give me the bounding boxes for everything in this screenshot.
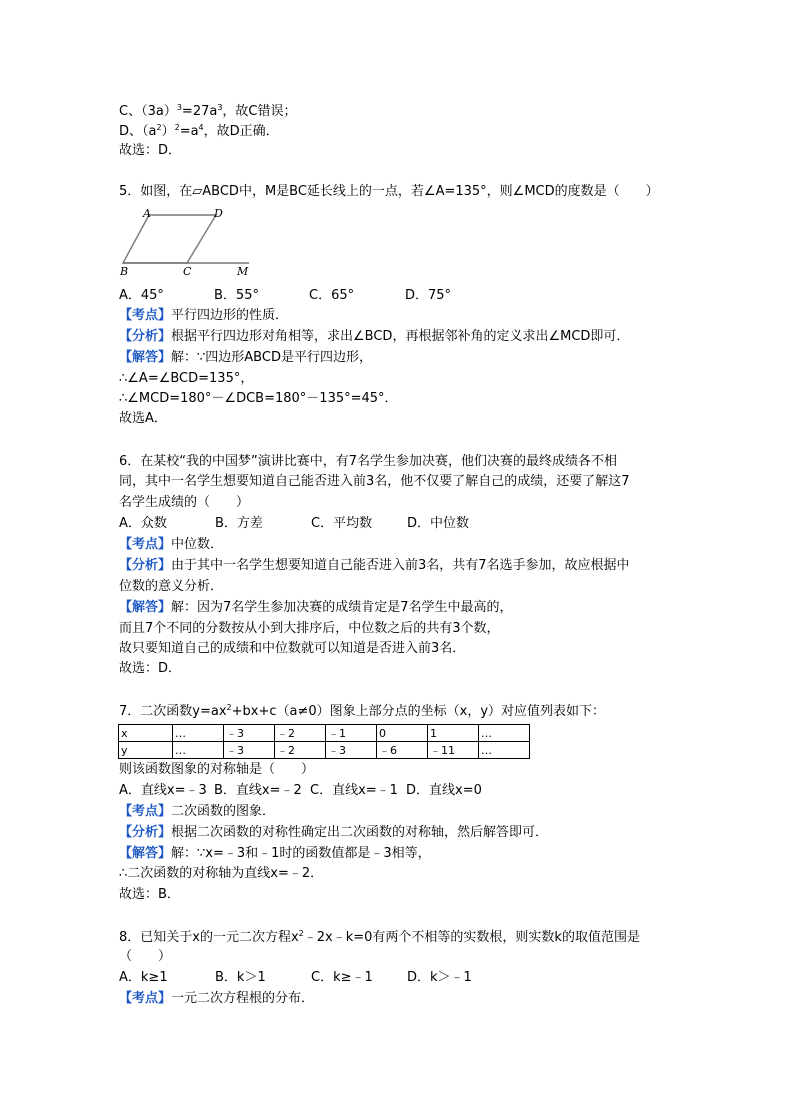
q6-question-line2: 同，其中一名学生想要知道自己能否进入前3名，他不仅要了解自己的成绩，还要了解这7	[119, 474, 630, 489]
q6-kaodian: 【考点】中位数．	[119, 537, 224, 552]
parallelogram-figure	[119, 205, 259, 277]
table-row-y	[119, 742, 530, 759]
label-m: M	[237, 265, 249, 277]
q8-question: 8．已知关于x的一元二次方程$x^2﹣2x﹣k=0$有两个不相等的实数根，则实数k的取值范围是	[119, 929, 640, 945]
q6-jieda-line3: 故只要知道自己的成绩和中位数就可以知道是否进入前3名．	[119, 641, 466, 656]
q6-option-a: A．众数	[119, 516, 167, 531]
table-row-x	[119, 725, 530, 742]
q5-jieda: 【解答】解：∵四边形ABCD是平行四边形，	[119, 350, 372, 365]
q5-step2: ∴∠MCD=180°－∠DCB=180°－135°=45°．	[119, 391, 398, 406]
q7-step1: ∴二次函数的对称轴为直线x=﹣2．	[119, 866, 324, 881]
label-d: D	[214, 207, 223, 220]
label-a: A	[143, 207, 151, 220]
q7-option-d: D．直线x=0	[406, 783, 482, 798]
q4-option-d-line: D、$(a^2)^2=a^4$，故D正确．	[119, 123, 279, 139]
q6-jieda: 【解答】解：因为7名学生参加决赛的成绩肯定是7名学生中最高的，	[119, 600, 513, 615]
q5-option-c: C．65°	[309, 288, 355, 303]
q6-option-c: C．平均数	[311, 516, 373, 531]
q4-answer: 故选：D．	[119, 143, 182, 158]
table-cell: …	[479, 725, 530, 742]
table-cell: ﹣6	[377, 742, 428, 759]
table-cell: …	[173, 742, 224, 759]
q6-jieda-line2: 而且7个不同的分数按从小到大排序后，中位数之后的共有3个数，	[119, 621, 500, 636]
q5-fenxi: 【分析】根据平行四边形对角相等，求出∠BCD，再根据邻补角的定义求出∠MCD即可．	[119, 329, 630, 344]
q5-answer: 故选A．	[119, 411, 167, 426]
table-cell: y	[119, 742, 173, 759]
table-cell: 1	[428, 725, 479, 742]
q5-option-a: A．45°	[119, 288, 164, 303]
table-cell: ﹣2	[275, 742, 326, 759]
q7-option-c: C．直线x=﹣1	[310, 783, 398, 798]
q6-question-line1: 6．在某校“我的中国梦”演讲比赛中，有7名学生参加决赛，他们决赛的最终成绩各不相	[119, 454, 618, 469]
q7-fenxi: 【分析】根据二次函数的对称性确定出二次函数的对称轴，然后解答即可．	[119, 825, 549, 840]
q7-ask: 则该函数图象的对称轴是（ ）	[119, 762, 315, 777]
q5-option-b: B．55°	[214, 288, 259, 303]
q8-options	[119, 969, 472, 986]
table-cell: x	[119, 725, 173, 742]
q7-options	[119, 782, 482, 799]
q6-fenxi: 【分析】由于其中一名学生想要知道自己能否进入前3名，共有7名选手参加，故应根据中	[119, 558, 630, 573]
q7-question: 7．二次函数$y=ax^2+bx+c(a\ne 0)$图象上部分点的坐标（x，y）对应值列表如下：	[119, 703, 606, 719]
table-cell: ﹣2	[275, 725, 326, 742]
q6-option-d: D．中位数	[407, 516, 470, 531]
q5-step1: ∴∠A=∠BCD=135°，	[119, 371, 254, 386]
q7-kaodian: 【考点】二次函数的图象．	[119, 804, 276, 819]
q5-option-d: D．75°	[405, 288, 452, 303]
q7-answer: 故选：B．	[119, 887, 180, 902]
q5-options	[119, 287, 451, 304]
q5-kaodian: 【考点】平行四边形的性质．	[119, 308, 289, 323]
q6-answer: 故选：D．	[119, 661, 182, 676]
q7-jieda: 【解答】解：∵x=﹣3和﹣1时的函数值都是﹣3相等，	[119, 846, 431, 861]
table-cell: ﹣1	[326, 725, 377, 742]
table-cell: ﹣3	[224, 742, 275, 759]
label-c: C	[183, 265, 192, 277]
q4-option-c-line: C、$(3a)^3=27a^3$，故C错误；	[119, 103, 297, 119]
q8-kaodian: 【考点】一元二次方程根的分布．	[119, 991, 315, 1006]
q8-option-b: B．k＞1	[215, 970, 266, 985]
value-table	[118, 724, 530, 759]
table-cell: ﹣11	[428, 742, 479, 759]
q7-option-b: B．直线x=﹣2	[214, 783, 302, 798]
q8-option-a: A．k≥1	[119, 970, 168, 985]
q6-options	[119, 515, 469, 532]
q5-question: 5．如图，在▱ABCD中，M是BC延长线上的一点，若∠A=135°，则∠MCD的度数是（ ）	[119, 184, 659, 199]
q8-paren: （ ）	[119, 949, 172, 964]
q7-option-a: A．直线x=﹣3	[119, 783, 207, 798]
q6-question-line3: 名学生成绩的（ ）	[119, 495, 250, 510]
q8-option-c: C．k≥﹣1	[311, 970, 373, 985]
table-cell: ﹣3	[224, 725, 275, 742]
table-cell: 0	[377, 725, 428, 742]
table-cell: …	[173, 725, 224, 742]
q8-option-d: D．k＞﹣1	[407, 970, 472, 985]
q6-fenxi-cont: 位数的意义分析．	[119, 579, 224, 594]
label-b: B	[120, 265, 129, 277]
q6-option-b: B．方差	[215, 516, 263, 531]
table-cell: …	[479, 742, 530, 759]
table-cell: ﹣3	[326, 742, 377, 759]
